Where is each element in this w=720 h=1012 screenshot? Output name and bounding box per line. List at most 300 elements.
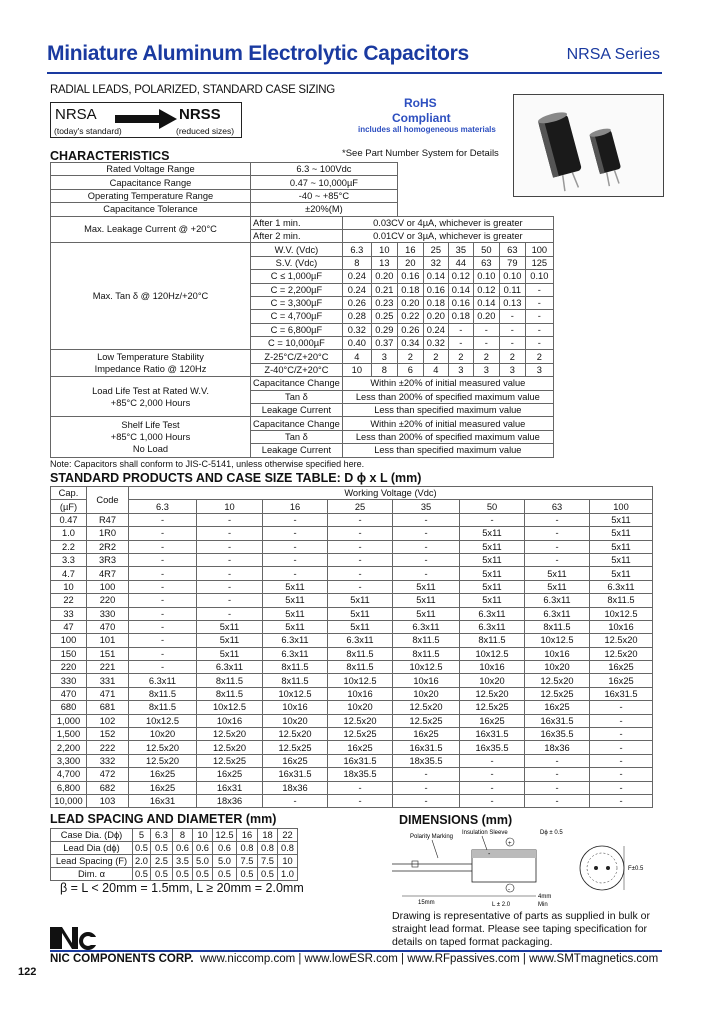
case-size-cell: - [129, 567, 197, 580]
case-size-cell: 5x11 [460, 594, 525, 607]
std-product-row [51, 580, 653, 593]
tan-value: 0.14 [423, 270, 448, 283]
case-size-cell: 5x11 [197, 647, 263, 660]
std-product-row [51, 661, 653, 674]
lead-value: 5 [133, 829, 151, 842]
svg-text:+: + [508, 841, 512, 847]
loadlife-item: Capacitance Change [251, 377, 343, 390]
tan-value: 20 [397, 256, 423, 269]
case-size-cell: 16x35.5 [460, 741, 525, 754]
voltage-column-header: 35 [393, 500, 460, 513]
case-size-cell: 16x31.5 [460, 728, 525, 741]
case-size-cell: 18x35.5 [393, 754, 460, 767]
case-size-cell: - [129, 540, 197, 553]
std-product-row [51, 594, 653, 607]
case-size-cell: 10x12.5 [590, 607, 653, 620]
tan-value: 0.37 [371, 337, 397, 350]
capacitance-cell: 4,700 [51, 768, 87, 781]
lead-value: 0.8 [258, 842, 278, 855]
characteristic-label: Operating Temperature Range [51, 189, 251, 202]
lead-spacing-table [50, 828, 298, 881]
case-size-cell: 10x20 [393, 687, 460, 700]
case-size-cell: - [525, 781, 590, 794]
capacitance-cell: 1,500 [51, 728, 87, 741]
shelflife-value: Within ±20% of initial measured value [342, 417, 553, 430]
characteristic-value: ±20%(M) [251, 203, 398, 216]
shelflife-item: Capacitance Change [251, 417, 343, 430]
lead-value: 10 [193, 829, 213, 842]
tan-value: - [473, 337, 499, 350]
case-size-cell: - [525, 754, 590, 767]
case-size-cell: - [590, 754, 653, 767]
case-size-cell: - [129, 634, 197, 647]
tan-value: 35 [448, 243, 473, 256]
std-header-row [51, 500, 653, 513]
case-size-cell: 12.5x20 [129, 754, 197, 767]
rohs-label: RoHS [404, 96, 437, 110]
tan-value: - [473, 323, 499, 336]
loadlife-value: Less than specified maximum value [342, 404, 553, 417]
lowtemp-value: 2 [423, 350, 448, 363]
code-cell: 471 [87, 687, 129, 700]
std-product-row [51, 634, 653, 647]
std-product-row [51, 527, 653, 540]
rohs-compliant: Compliant [392, 111, 451, 125]
case-size-cell: - [328, 794, 393, 807]
std-product-row [51, 567, 653, 580]
svg-text:-: - [508, 887, 510, 893]
capacitance-cell: 10,000 [51, 794, 87, 807]
code-cell: 222 [87, 741, 129, 754]
std-product-row [51, 540, 653, 553]
case-size-cell: 8x11.5 [328, 661, 393, 674]
case-size-cell: - [590, 741, 653, 754]
code-cell: 332 [87, 754, 129, 767]
lead-value: 16 [237, 829, 258, 842]
lead-value: 0.8 [237, 842, 258, 855]
lowtemp-label-line: Low Temperature Stability [97, 352, 204, 363]
shelflife-value: Less than 200% of specified maximum value [342, 430, 553, 443]
lowtemp-row [51, 350, 554, 363]
std-product-row [51, 687, 653, 700]
voltage-header: Working Voltage (Vdc) [129, 487, 653, 500]
case-size-cell: 5x11 [263, 580, 328, 593]
lead-value: 7.5 [258, 855, 278, 868]
case-size-cell: 12.5x25 [525, 687, 590, 700]
cap-header: Cap. [51, 487, 87, 500]
case-size-cell: 12.5x20 [590, 647, 653, 660]
tan-value: 0.12 [448, 270, 473, 283]
case-size-cell: - [525, 540, 590, 553]
tan-value: - [525, 296, 553, 309]
lead-value: 12.5 [213, 829, 237, 842]
lead-value: 0.6 [173, 842, 193, 855]
case-size-cell: - [129, 647, 197, 660]
footer [50, 953, 658, 965]
case-size-cell: 16x31 [129, 794, 197, 807]
case-size-cell: 10x12.5 [393, 661, 460, 674]
lead-min-label: 15mm [418, 900, 435, 906]
code-cell: 4R7 [87, 567, 129, 580]
std-product-row [51, 647, 653, 660]
tan-value: 0.14 [448, 283, 473, 296]
case-size-cell: - [129, 620, 197, 633]
code-cell: 331 [87, 674, 129, 687]
case-size-cell: 5x11 [197, 620, 263, 633]
case-size-cell: - [129, 661, 197, 674]
case-size-cell: - [197, 594, 263, 607]
lowtemp-value: 2 [499, 350, 525, 363]
std-product-row [51, 701, 653, 714]
tan-value: 63 [473, 256, 499, 269]
characteristic-row [51, 203, 554, 216]
case-size-cell: 8x11.5 [263, 661, 328, 674]
case-size-cell: 12.5x20 [129, 741, 197, 754]
characteristic-row [51, 163, 554, 176]
lead-value: 0.5 [193, 868, 213, 881]
capacitance-cell: 2,200 [51, 741, 87, 754]
tan-value: 0.24 [342, 283, 371, 296]
case-size-cell: 5x11 [393, 594, 460, 607]
capacitance-cell: 10 [51, 580, 87, 593]
case-size-cell: - [263, 540, 328, 553]
tan-value: 0.16 [423, 283, 448, 296]
case-size-cell: - [263, 794, 328, 807]
capacitance-cell: 3.3 [51, 553, 87, 566]
case-size-cell: 6.3x11 [263, 647, 328, 660]
case-size-cell: - [129, 527, 197, 540]
case-size-cell: 6.3x11 [525, 607, 590, 620]
case-size-cell: 6.3x11 [129, 674, 197, 687]
lowtemp-value: 2 [473, 350, 499, 363]
page-number: 122 [18, 966, 37, 978]
tan-value: 16 [397, 243, 423, 256]
case-size-cell: 8x11.5 [590, 594, 653, 607]
case-size-cell: - [328, 580, 393, 593]
tan-value: 50 [473, 243, 499, 256]
case-size-cell: - [393, 527, 460, 540]
tan-value: 0.10 [525, 270, 553, 283]
conformance-note: Note: Capacitors shall conform to JIS-C-5141, unless otherwise specified here. [50, 459, 365, 469]
case-size-cell: - [129, 594, 197, 607]
table-cell [397, 189, 553, 202]
characteristic-value: -40 ~ +85°C [251, 189, 398, 202]
case-size-cell: 8x11.5 [129, 687, 197, 700]
case-size-cell: 12.5x20 [590, 634, 653, 647]
case-size-cell: 5x11 [460, 580, 525, 593]
rohs-note: includes all homogeneous materials [358, 125, 496, 134]
case-size-cell: - [590, 781, 653, 794]
sleeve-label: Insulation Sleeve [462, 830, 508, 836]
case-size-cell: - [590, 701, 653, 714]
tan-value: 0.21 [371, 283, 397, 296]
std-product-row [51, 781, 653, 794]
case-size-cell: 8x11.5 [197, 687, 263, 700]
capacitance-cell: 220 [51, 661, 87, 674]
case-size-cell: 10x12.5 [129, 714, 197, 727]
lead-value: 1.0 [278, 868, 298, 881]
case-size-cell: - [129, 513, 197, 526]
case-size-cell: 5x11 [525, 567, 590, 580]
tan-value: 0.24 [342, 270, 371, 283]
tan-value: 0.16 [397, 270, 423, 283]
code-cell: 330 [87, 607, 129, 620]
tan-value: 44 [448, 256, 473, 269]
lead-row [51, 855, 298, 868]
characteristic-value: 0.47 ~ 10,000µF [251, 176, 398, 189]
loadlife-label-line: Load Life Test at Rated W.V. [92, 385, 209, 396]
case-size-cell: 6.3x11 [460, 607, 525, 620]
table-cell [397, 176, 553, 189]
lowtemp-value: 2 [525, 350, 553, 363]
capacitance-cell: 4.7 [51, 567, 87, 580]
characteristic-value: 6.3 ~ 100Vdc [251, 163, 398, 176]
case-size-cell: 5x11 [460, 553, 525, 566]
case-size-cell: 10x20 [328, 701, 393, 714]
lead-value: 0.5 [173, 868, 193, 881]
case-size-cell: 16x31.5 [328, 754, 393, 767]
standard-products-title: STANDARD PRODUCTS AND CASE SIZE TABLE: D ϕ x L (mm) [50, 471, 422, 485]
case-size-cell: 18x35.5 [328, 768, 393, 781]
case-size-cell: 12.5x20 [197, 728, 263, 741]
case-size-cell: - [460, 781, 525, 794]
lowtemp-value: 8 [371, 363, 397, 376]
case-size-cell: - [197, 527, 263, 540]
lowtemp-value: 3 [499, 363, 525, 376]
lead-label: Lead Spacing (F) [51, 855, 133, 868]
case-size-cell: 16x25 [129, 768, 197, 781]
case-size-cell: 16x25 [590, 674, 653, 687]
case-size-cell: 10x12.5 [525, 634, 590, 647]
voltage-column-header: 100 [590, 500, 653, 513]
migration-box [50, 102, 242, 138]
case-size-cell: 16x25 [328, 741, 393, 754]
standard-products-table [50, 486, 653, 808]
case-size-cell: 10x16 [197, 714, 263, 727]
leakage-value: 0.01CV or 3µA, whichever is greater [342, 229, 553, 242]
case-size-cell: 5x11 [263, 620, 328, 633]
case-size-cell: 16x31.5 [393, 741, 460, 754]
tan-value: 0.12 [473, 283, 499, 296]
lowtemp-value: 2 [448, 350, 473, 363]
std-product-row [51, 754, 653, 767]
lead-value: 0.5 [151, 868, 173, 881]
lowtemp-value: 3 [525, 363, 553, 376]
capacitance-cell: 330 [51, 674, 87, 687]
case-size-cell: 5x11 [263, 607, 328, 620]
footer-websites[interactable]: www.niccomp.com | www.lowESR.com | www.RFpassives.com | www.SMTmagnetics.com [199, 953, 659, 965]
case-size-cell: - [393, 781, 460, 794]
tan-value: 0.26 [342, 296, 371, 309]
case-size-cell: 8x11.5 [129, 701, 197, 714]
capacitance-cell: 33 [51, 607, 87, 620]
case-size-cell: 10x16 [590, 620, 653, 633]
tan-value: 0.18 [448, 310, 473, 323]
case-size-cell: 8x11.5 [393, 647, 460, 660]
lead-value: 0.8 [278, 842, 298, 855]
lead-value: 18 [258, 829, 278, 842]
dimensions-title: DIMENSIONS (mm) [399, 813, 513, 827]
lead-label: Lead Dia (dϕ) [51, 842, 133, 855]
voltage-column-header: 10 [197, 500, 263, 513]
footer-rule [50, 950, 662, 952]
case-size-cell: 16x31.5 [590, 687, 653, 700]
case-size-cell: - [590, 794, 653, 807]
svg-text:-: - [488, 851, 491, 858]
lead-value: 5.0 [213, 855, 237, 868]
tan-value: - [499, 310, 525, 323]
case-size-cell: 5x11 [263, 594, 328, 607]
case-size-cell: 16x25 [525, 701, 590, 714]
table-cell [397, 163, 553, 176]
case-size-cell: 16x31.5 [263, 768, 328, 781]
case-size-cell: 16x25 [197, 768, 263, 781]
case-size-cell: 6.3x11 [590, 580, 653, 593]
case-size-cell: 5x11 [328, 594, 393, 607]
case-size-cell: - [328, 567, 393, 580]
case-size-cell: 5x11 [460, 540, 525, 553]
std-header-row [51, 487, 653, 500]
case-size-cell: - [263, 527, 328, 540]
header-rule [47, 72, 662, 74]
lead-label: Case Dia. (Dϕ) [51, 829, 133, 842]
cap-unit: (µF) [51, 500, 87, 513]
old-series-note: (today's standard) [54, 126, 122, 136]
code-cell: 682 [87, 781, 129, 794]
lead-value: 10 [278, 855, 298, 868]
lead-value: 22 [278, 829, 298, 842]
lead-value: 0.5 [133, 868, 151, 881]
lowtemp-value: 10 [342, 363, 371, 376]
case-size-cell: - [590, 728, 653, 741]
case-size-cell: 6.3x11 [393, 620, 460, 633]
case-size-cell: 5x11 [590, 513, 653, 526]
code-cell: 100 [87, 580, 129, 593]
case-size-cell: 6.3x11 [525, 594, 590, 607]
loadlife-value: Less than 200% of specified maximum value [342, 390, 553, 403]
case-size-cell: - [393, 540, 460, 553]
part-number-note: *See Part Number System for Details [342, 148, 499, 159]
tan-value: - [499, 323, 525, 336]
characteristic-row [51, 189, 554, 202]
tan-value: - [499, 337, 525, 350]
voltage-column-header: 6.3 [129, 500, 197, 513]
tan-value: 8 [342, 256, 371, 269]
case-size-cell: 5x11 [590, 527, 653, 540]
tan-value: 13 [371, 256, 397, 269]
case-size-cell: 16x25 [129, 781, 197, 794]
lowtemp-value: 2 [397, 350, 423, 363]
leakage-label: Max. Leakage Current @ +20°C [51, 216, 251, 243]
lead-value: 3.5 [173, 855, 193, 868]
std-product-row [51, 768, 653, 781]
tan-value: 0.32 [423, 337, 448, 350]
case-size-cell: 16x25 [393, 728, 460, 741]
code-cell: 220 [87, 594, 129, 607]
case-size-cell: 10x20 [525, 661, 590, 674]
code-cell: 470 [87, 620, 129, 633]
lead-value: 5.0 [193, 855, 213, 868]
case-size-cell: 10x16 [328, 687, 393, 700]
tan-condition: W.V. (Vdc) [251, 243, 343, 256]
case-size-cell: 12.5x20 [263, 728, 328, 741]
case-size-cell: 5x11 [393, 607, 460, 620]
table-cell [397, 203, 553, 216]
lead-value: 7.5 [237, 855, 258, 868]
case-size-cell: 5x11 [328, 620, 393, 633]
case-size-cell: - [328, 513, 393, 526]
loadlife-row [51, 377, 554, 390]
tan-value: - [448, 337, 473, 350]
case-size-cell: - [129, 607, 197, 620]
polarity-label: Polarity Marking [410, 834, 454, 840]
case-size-cell: - [263, 567, 328, 580]
capacitance-cell: 0.47 [51, 513, 87, 526]
case-size-cell: 6.3x11 [328, 634, 393, 647]
case-size-cell: 5x11 [460, 567, 525, 580]
case-size-cell: - [525, 794, 590, 807]
case-size-cell: 10x12.5 [460, 647, 525, 660]
voltage-column-header: 25 [328, 500, 393, 513]
lowtemp-condition: Z-40°C/Z+20°C [251, 363, 343, 376]
new-series-note: (reduced sizes) [176, 126, 235, 136]
case-size-cell: 16x31.5 [525, 714, 590, 727]
code-cell: 101 [87, 634, 129, 647]
case-size-cell: 12.5x25 [393, 714, 460, 727]
case-size-cell: - [525, 553, 590, 566]
case-size-cell: 16x31 [197, 781, 263, 794]
case-size-cell: 6.3x11 [263, 634, 328, 647]
dimension-drawing [392, 826, 664, 910]
lead-value: 0.5 [151, 842, 173, 855]
shelflife-item: Tan δ [251, 430, 343, 443]
tan-condition: S.V. (Vdc) [251, 256, 343, 269]
case-size-cell: 8x11.5 [197, 674, 263, 687]
tan-value: 0.20 [397, 296, 423, 309]
shelflife-label-line: No Load [132, 444, 169, 454]
lead-row [51, 868, 298, 881]
shelflife-label [51, 417, 251, 457]
tan-value: - [525, 323, 553, 336]
capacitance-cell: 6,800 [51, 781, 87, 794]
case-size-cell: - [393, 513, 460, 526]
lowtemp-label [51, 350, 251, 377]
case-size-cell: 10x20 [263, 714, 328, 727]
tan-value: 0.29 [371, 323, 397, 336]
code-cell: 472 [87, 768, 129, 781]
tan-value: 0.28 [342, 310, 371, 323]
code-cell: 2R2 [87, 540, 129, 553]
code-cell: 151 [87, 647, 129, 660]
tan-row [51, 243, 554, 256]
tan-value: 0.10 [499, 270, 525, 283]
code-cell: 681 [87, 701, 129, 714]
tan-value: 0.10 [473, 270, 499, 283]
lowtemp-value: 6 [397, 363, 423, 376]
characteristics-title: CHARACTERISTICS [50, 149, 170, 163]
lead-label: Dim. α [51, 868, 133, 881]
tan-condition: C = 3,300µF [251, 296, 343, 309]
std-product-row [51, 513, 653, 526]
case-size-cell: 5x11 [590, 553, 653, 566]
case-size-cell: 10x12.5 [263, 687, 328, 700]
voltage-column-header: 63 [525, 500, 590, 513]
case-size-cell: - [197, 553, 263, 566]
case-size-cell: - [393, 768, 460, 781]
characteristic-label: Capacitance Range [51, 176, 251, 189]
case-size-cell: 5x11 [525, 580, 590, 593]
case-size-cell: 8x11.5 [393, 634, 460, 647]
